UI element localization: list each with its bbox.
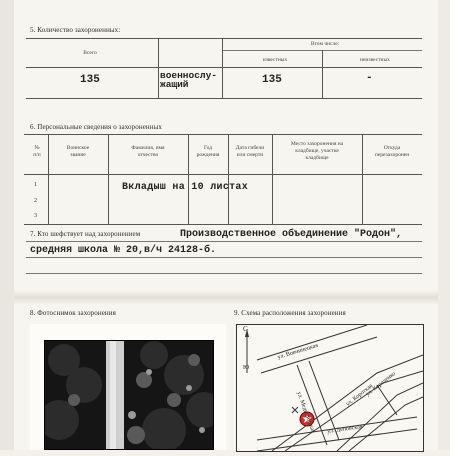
col-death-label: Дата гибели или смерти [235, 145, 265, 158]
col-rank-label: Воинское звание [66, 145, 90, 158]
col-unknown-label: неизвестных [360, 57, 390, 63]
section6-title: 6. Персональные сведения о захороненных [30, 123, 162, 131]
section7-label: 7. Кто шефствует над захоронением [30, 230, 141, 238]
street-label: ул. Медицинская [295, 391, 316, 434]
south-label: Ю [243, 365, 250, 371]
rule [26, 241, 422, 242]
street-label: ул. Деповская [327, 424, 363, 435]
insert-note: Вкладыш на 10 листах [122, 182, 249, 193]
rule [26, 98, 422, 99]
col-name-label: Фамилия, имя отчество [131, 145, 165, 158]
rule [158, 38, 159, 98]
section5-title: 5. Количество захороненных: [30, 26, 121, 34]
col-including-label: Втом числе: [310, 41, 340, 47]
unknown-count: - [366, 72, 373, 84]
patron-line2: средняя школа № 20,в/ч 24128-б. [30, 245, 217, 256]
street-label: ул. Короленко [365, 370, 397, 398]
total-count: 135 [80, 74, 100, 86]
page-fold [14, 290, 438, 304]
col-birth-label: Год рождения [196, 145, 220, 158]
section8-title: 8. Фотоснимок захоронения [30, 309, 116, 317]
rule [322, 50, 323, 98]
memorial-photo [44, 340, 214, 450]
street-label: ул. Короткая [345, 383, 375, 408]
category-value: военнослу- жащий [160, 70, 218, 90]
col-known-label: известных [262, 57, 288, 63]
right-page-edge [438, 0, 450, 450]
known-count: 135 [262, 74, 282, 86]
rule [24, 224, 422, 225]
rule [26, 273, 422, 274]
col-from-label: Откуда перезахоронен [374, 145, 410, 158]
row-number: 2 [34, 198, 37, 204]
col-num-label: № п/п [33, 145, 41, 158]
location-map [236, 324, 424, 452]
row-number: 1 [34, 182, 37, 188]
left-page-edge [0, 0, 14, 450]
rule [26, 257, 422, 258]
photo-image [44, 340, 214, 450]
section9-title: 9. Схема расположения захоронения [234, 309, 346, 317]
street-label: ул. Вовчинецкая [277, 342, 319, 361]
patron-line1: Производственное объединение "Родон", [180, 229, 403, 240]
rule [222, 38, 223, 98]
rule [26, 67, 422, 68]
north-label: С [243, 325, 248, 333]
col-place-label: Место захоронения на кладбище, участке кладбище [290, 141, 344, 161]
rule [26, 38, 422, 39]
row-number: 3 [34, 213, 37, 219]
col-total-label: Всего [83, 50, 97, 56]
